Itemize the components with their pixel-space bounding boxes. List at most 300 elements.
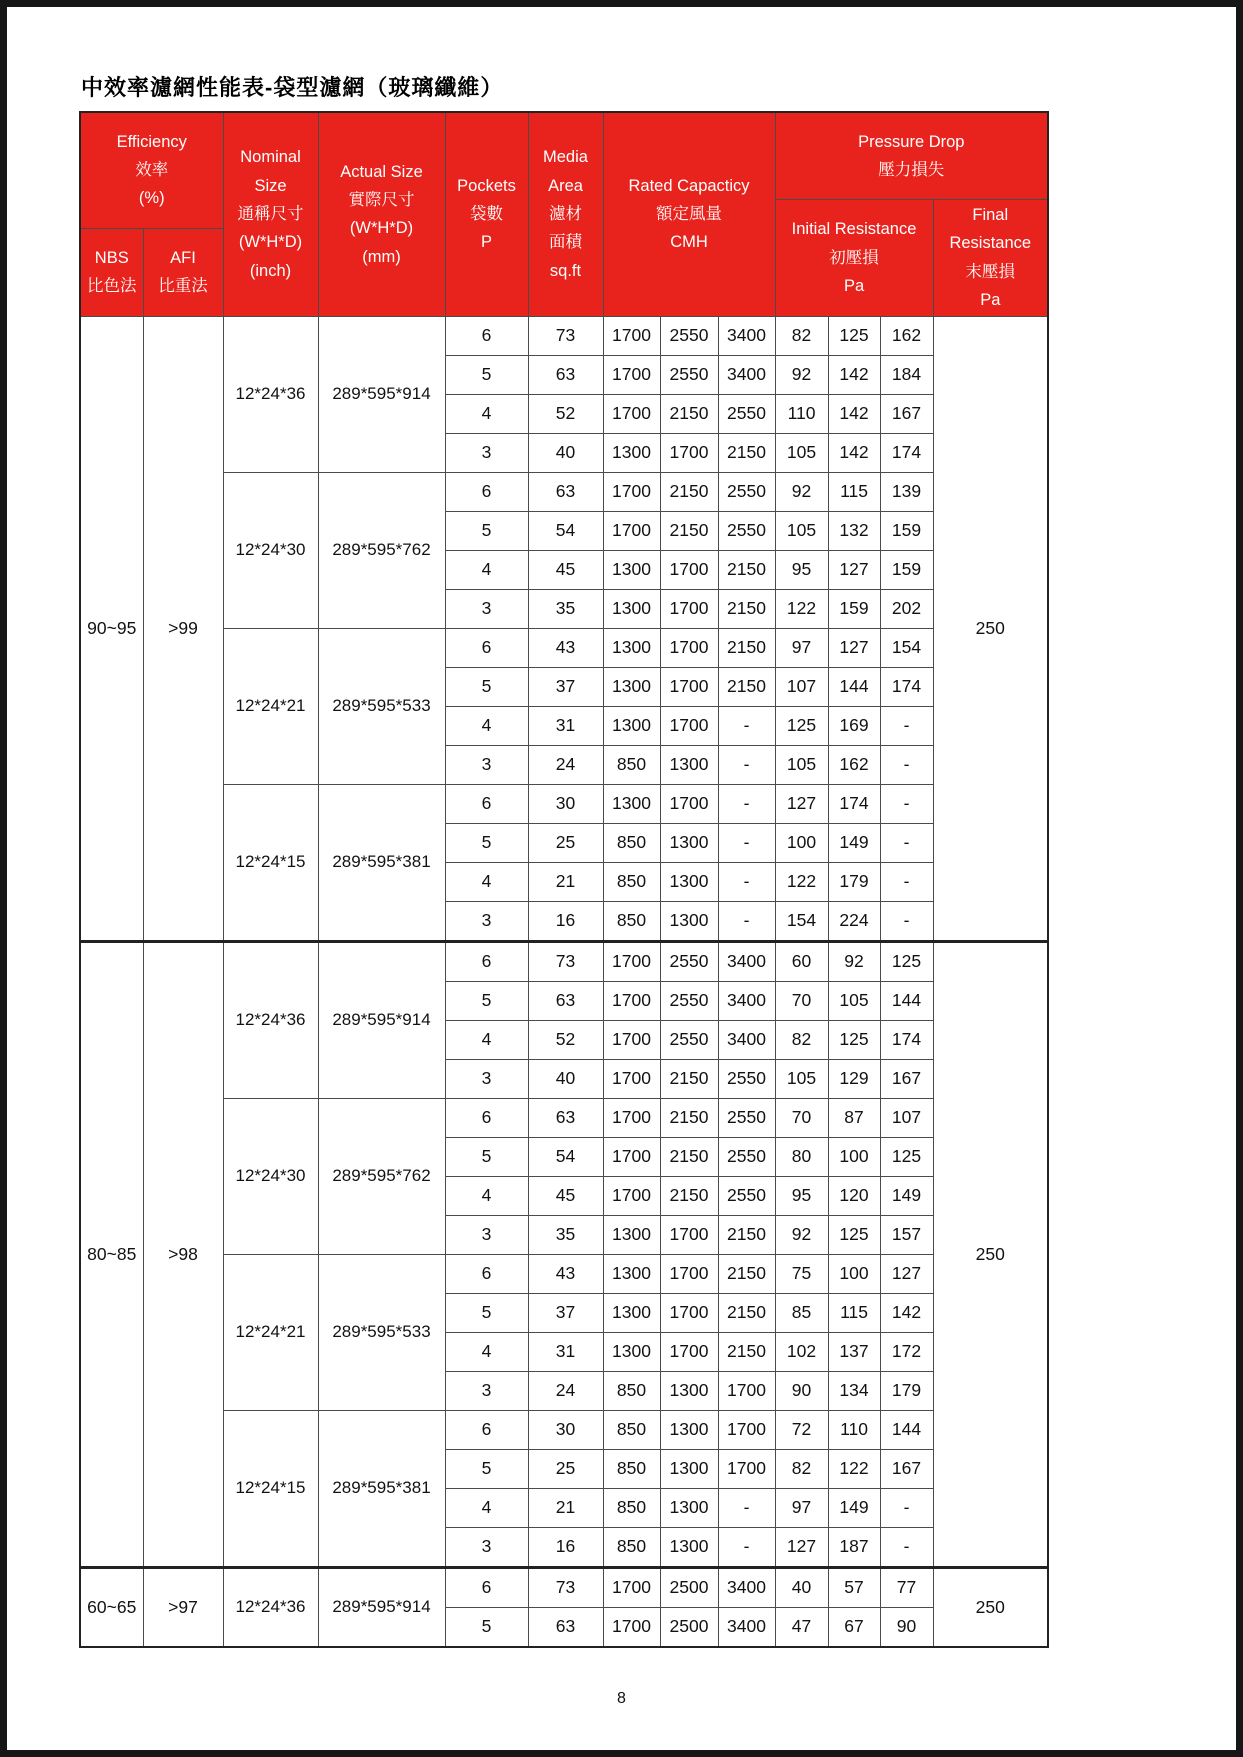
- initial-res-low-cell: 95: [775, 1176, 828, 1215]
- media-area-cell: 54: [528, 511, 603, 550]
- cmh-high-cell: 2550: [718, 394, 775, 433]
- media-area-cell: 63: [528, 981, 603, 1020]
- initial-res-mid-cell: 125: [828, 316, 880, 355]
- cmh-low-cell: 1700: [603, 1567, 660, 1607]
- cmh-high-cell: -: [718, 784, 775, 823]
- initial-res-mid-cell: 100: [828, 1137, 880, 1176]
- initial-res-high-cell: 167: [880, 1059, 933, 1098]
- cmh-low-cell: 850: [603, 1527, 660, 1567]
- initial-res-low-cell: 70: [775, 981, 828, 1020]
- actual-size-cell: 289*595*914: [318, 316, 445, 472]
- media-area-cell: 73: [528, 941, 603, 981]
- table-row: [80, 1254, 1048, 1293]
- cmh-mid-cell: 2500: [660, 1607, 718, 1647]
- header-initial-resistance: Initial Resistance 初壓損 Pa: [775, 200, 933, 317]
- media-area-cell: 31: [528, 1332, 603, 1371]
- cmh-mid-cell: 1300: [660, 745, 718, 784]
- cmh-high-cell: 3400: [718, 1020, 775, 1059]
- pockets-cell: 4: [445, 1488, 528, 1527]
- initial-res-low-cell: 122: [775, 862, 828, 901]
- cmh-mid-cell: 1300: [660, 823, 718, 862]
- initial-res-mid-cell: 144: [828, 667, 880, 706]
- pockets-cell: 6: [445, 784, 528, 823]
- initial-res-mid-cell: 57: [828, 1567, 880, 1607]
- efficiency-nbs-cell: 90~95: [80, 316, 143, 941]
- cmh-mid-cell: 2550: [660, 941, 718, 981]
- header-afi: AFI 比重法: [143, 228, 223, 316]
- cmh-high-cell: 2150: [718, 628, 775, 667]
- pockets-cell: 3: [445, 745, 528, 784]
- pockets-cell: 4: [445, 706, 528, 745]
- cmh-mid-cell: 1700: [660, 706, 718, 745]
- initial-res-high-cell: 154: [880, 628, 933, 667]
- cmh-high-cell: 2550: [718, 472, 775, 511]
- media-area-cell: 37: [528, 1293, 603, 1332]
- final-resistance-cell: 250: [933, 1567, 1048, 1647]
- pockets-cell: 6: [445, 472, 528, 511]
- initial-res-low-cell: 82: [775, 1449, 828, 1488]
- cmh-mid-cell: 1700: [660, 1332, 718, 1371]
- initial-res-mid-cell: 105: [828, 981, 880, 1020]
- cmh-low-cell: 1700: [603, 1607, 660, 1647]
- cmh-high-cell: 2150: [718, 667, 775, 706]
- initial-res-low-cell: 82: [775, 316, 828, 355]
- pockets-cell: 3: [445, 433, 528, 472]
- nominal-size-cell: 12*24*15: [223, 784, 318, 941]
- initial-res-high-cell: 159: [880, 550, 933, 589]
- pockets-cell: 4: [445, 394, 528, 433]
- initial-res-low-cell: 82: [775, 1020, 828, 1059]
- cmh-mid-cell: 2150: [660, 472, 718, 511]
- nominal-size-cell: 12*24*21: [223, 628, 318, 784]
- final-resistance-cell: 250: [933, 941, 1048, 1567]
- cmh-mid-cell: 1700: [660, 1254, 718, 1293]
- initial-res-low-cell: 127: [775, 784, 828, 823]
- cmh-low-cell: 1700: [603, 394, 660, 433]
- media-area-cell: 45: [528, 1176, 603, 1215]
- initial-res-low-cell: 60: [775, 941, 828, 981]
- pockets-cell: 6: [445, 316, 528, 355]
- table-row: [80, 784, 1048, 823]
- final-resistance-cell: 250: [933, 316, 1048, 941]
- table-row: [80, 628, 1048, 667]
- cmh-low-cell: 850: [603, 901, 660, 941]
- initial-res-mid-cell: 149: [828, 823, 880, 862]
- cmh-high-cell: 2150: [718, 1215, 775, 1254]
- table-row: [80, 316, 1048, 355]
- cmh-mid-cell: 2150: [660, 1137, 718, 1176]
- table-row: [80, 472, 1048, 511]
- initial-res-high-cell: 139: [880, 472, 933, 511]
- media-area-cell: 21: [528, 862, 603, 901]
- pockets-cell: 3: [445, 901, 528, 941]
- cmh-high-cell: 3400: [718, 1567, 775, 1607]
- header-pockets: Pockets 袋數 P: [445, 112, 528, 316]
- cmh-low-cell: 1700: [603, 1137, 660, 1176]
- pockets-cell: 5: [445, 1607, 528, 1647]
- initial-res-high-cell: -: [880, 784, 933, 823]
- initial-res-high-cell: -: [880, 1488, 933, 1527]
- initial-res-mid-cell: 125: [828, 1215, 880, 1254]
- media-area-cell: 24: [528, 1371, 603, 1410]
- cmh-low-cell: 1700: [603, 316, 660, 355]
- cmh-high-cell: 2550: [718, 1059, 775, 1098]
- initial-res-low-cell: 90: [775, 1371, 828, 1410]
- media-area-cell: 25: [528, 1449, 603, 1488]
- header-actual-size: Actual Size 實際尺寸 (W*H*D) (mm): [318, 112, 445, 316]
- media-area-cell: 16: [528, 901, 603, 941]
- pockets-cell: 4: [445, 1332, 528, 1371]
- initial-res-high-cell: 125: [880, 1137, 933, 1176]
- initial-res-high-cell: 179: [880, 1371, 933, 1410]
- media-area-cell: 54: [528, 1137, 603, 1176]
- cmh-mid-cell: 2500: [660, 1567, 718, 1607]
- cmh-high-cell: 2550: [718, 1098, 775, 1137]
- initial-res-mid-cell: 137: [828, 1332, 880, 1371]
- cmh-high-cell: -: [718, 901, 775, 941]
- initial-res-high-cell: -: [880, 901, 933, 941]
- pockets-cell: 5: [445, 1449, 528, 1488]
- cmh-high-cell: -: [718, 1488, 775, 1527]
- initial-res-mid-cell: 110: [828, 1410, 880, 1449]
- initial-res-low-cell: 97: [775, 628, 828, 667]
- header-pressure-drop: Pressure Drop 壓力損失: [775, 112, 1048, 200]
- cmh-low-cell: 1300: [603, 589, 660, 628]
- initial-res-low-cell: 40: [775, 1567, 828, 1607]
- media-area-cell: 52: [528, 1020, 603, 1059]
- initial-res-low-cell: 105: [775, 745, 828, 784]
- cmh-high-cell: 1700: [718, 1371, 775, 1410]
- pockets-cell: 6: [445, 1567, 528, 1607]
- pockets-cell: 4: [445, 862, 528, 901]
- cmh-high-cell: 1700: [718, 1449, 775, 1488]
- initial-res-low-cell: 95: [775, 550, 828, 589]
- initial-res-mid-cell: 127: [828, 550, 880, 589]
- cmh-high-cell: 1700: [718, 1410, 775, 1449]
- header-media-area: Media Area 濾材 面積 sq.ft: [528, 112, 603, 316]
- cmh-high-cell: -: [718, 862, 775, 901]
- pockets-cell: 4: [445, 1020, 528, 1059]
- cmh-high-cell: 2550: [718, 1176, 775, 1215]
- table-row: [80, 1567, 1048, 1607]
- cmh-low-cell: 1300: [603, 1293, 660, 1332]
- media-area-cell: 45: [528, 550, 603, 589]
- cmh-mid-cell: 1300: [660, 1488, 718, 1527]
- cmh-low-cell: 850: [603, 1371, 660, 1410]
- media-area-cell: 63: [528, 355, 603, 394]
- initial-res-high-cell: 144: [880, 1410, 933, 1449]
- cmh-high-cell: 3400: [718, 981, 775, 1020]
- cmh-low-cell: 1700: [603, 511, 660, 550]
- pockets-cell: 6: [445, 1098, 528, 1137]
- initial-res-high-cell: 90: [880, 1607, 933, 1647]
- initial-res-mid-cell: 92: [828, 941, 880, 981]
- cmh-mid-cell: 2550: [660, 1020, 718, 1059]
- header-final-resistance: Final Resistance 末壓損 Pa: [933, 200, 1048, 317]
- header-rated-capacity: Rated Capacticy 額定風量 CMH: [603, 112, 775, 316]
- cmh-mid-cell: 1300: [660, 1527, 718, 1567]
- initial-res-high-cell: 77: [880, 1567, 933, 1607]
- initial-res-low-cell: 72: [775, 1410, 828, 1449]
- pockets-cell: 3: [445, 1527, 528, 1567]
- pockets-cell: 5: [445, 355, 528, 394]
- media-area-cell: 43: [528, 1254, 603, 1293]
- table-row: [80, 941, 1048, 981]
- cmh-low-cell: 1700: [603, 1176, 660, 1215]
- initial-res-mid-cell: 134: [828, 1371, 880, 1410]
- pockets-cell: 5: [445, 981, 528, 1020]
- cmh-low-cell: 1300: [603, 1215, 660, 1254]
- initial-res-high-cell: 107: [880, 1098, 933, 1137]
- initial-res-mid-cell: 67: [828, 1607, 880, 1647]
- initial-res-high-cell: 149: [880, 1176, 933, 1215]
- cmh-low-cell: 1300: [603, 1254, 660, 1293]
- initial-res-mid-cell: 125: [828, 1020, 880, 1059]
- efficiency-afi-cell: >97: [143, 1567, 223, 1647]
- table-row: [80, 1098, 1048, 1137]
- media-area-cell: 16: [528, 1527, 603, 1567]
- cmh-mid-cell: 1700: [660, 589, 718, 628]
- table-row: [80, 1410, 1048, 1449]
- cmh-mid-cell: 1300: [660, 1410, 718, 1449]
- efficiency-afi-cell: >99: [143, 316, 223, 941]
- initial-res-high-cell: 184: [880, 355, 933, 394]
- cmh-high-cell: 2550: [718, 511, 775, 550]
- cmh-high-cell: -: [718, 706, 775, 745]
- pockets-cell: 5: [445, 667, 528, 706]
- cmh-mid-cell: 2150: [660, 511, 718, 550]
- initial-res-high-cell: 142: [880, 1293, 933, 1332]
- cmh-high-cell: 2150: [718, 1254, 775, 1293]
- nominal-size-cell: 12*24*15: [223, 1410, 318, 1567]
- cmh-low-cell: 1300: [603, 550, 660, 589]
- initial-res-mid-cell: 149: [828, 1488, 880, 1527]
- actual-size-cell: 289*595*533: [318, 1254, 445, 1410]
- media-area-cell: 35: [528, 589, 603, 628]
- initial-res-high-cell: 174: [880, 667, 933, 706]
- initial-res-high-cell: 167: [880, 1449, 933, 1488]
- page-content: [7, 7, 1236, 1648]
- cmh-mid-cell: 2550: [660, 355, 718, 394]
- cmh-high-cell: -: [718, 745, 775, 784]
- media-area-cell: 73: [528, 316, 603, 355]
- cmh-high-cell: 3400: [718, 941, 775, 981]
- nominal-size-cell: 12*24*36: [223, 1567, 318, 1647]
- pockets-cell: 6: [445, 628, 528, 667]
- cmh-mid-cell: 1700: [660, 628, 718, 667]
- header-nbs: NBS 比色法: [80, 228, 143, 316]
- initial-res-low-cell: 100: [775, 823, 828, 862]
- cmh-mid-cell: 2150: [660, 1059, 718, 1098]
- media-area-cell: 21: [528, 1488, 603, 1527]
- actual-size-cell: 289*595*762: [318, 1098, 445, 1254]
- cmh-mid-cell: 2550: [660, 981, 718, 1020]
- cmh-low-cell: 850: [603, 1410, 660, 1449]
- initial-res-low-cell: 122: [775, 589, 828, 628]
- pockets-cell: 4: [445, 550, 528, 589]
- initial-res-mid-cell: 87: [828, 1098, 880, 1137]
- initial-res-high-cell: -: [880, 706, 933, 745]
- media-area-cell: 63: [528, 472, 603, 511]
- cmh-high-cell: 2150: [718, 589, 775, 628]
- initial-res-high-cell: -: [880, 823, 933, 862]
- cmh-mid-cell: 1300: [660, 901, 718, 941]
- initial-res-high-cell: -: [880, 862, 933, 901]
- cmh-high-cell: 3400: [718, 355, 775, 394]
- pockets-cell: 4: [445, 1176, 528, 1215]
- initial-res-mid-cell: 187: [828, 1527, 880, 1567]
- cmh-mid-cell: 2150: [660, 394, 718, 433]
- initial-res-high-cell: 172: [880, 1332, 933, 1371]
- filter-performance-table: [79, 111, 1049, 1648]
- cmh-mid-cell: 1300: [660, 862, 718, 901]
- initial-res-mid-cell: 142: [828, 433, 880, 472]
- initial-res-high-cell: 167: [880, 394, 933, 433]
- pockets-cell: 5: [445, 1137, 528, 1176]
- pockets-cell: 3: [445, 1215, 528, 1254]
- initial-res-low-cell: 105: [775, 433, 828, 472]
- actual-size-cell: 289*595*914: [318, 1567, 445, 1647]
- media-area-cell: 37: [528, 667, 603, 706]
- initial-res-high-cell: 157: [880, 1215, 933, 1254]
- actual-size-cell: 289*595*533: [318, 628, 445, 784]
- nominal-size-cell: 12*24*36: [223, 316, 318, 472]
- cmh-mid-cell: 1700: [660, 433, 718, 472]
- cmh-low-cell: 1700: [603, 1020, 660, 1059]
- pockets-cell: 6: [445, 1254, 528, 1293]
- media-area-cell: 73: [528, 1567, 603, 1607]
- cmh-mid-cell: 1300: [660, 1449, 718, 1488]
- initial-res-high-cell: -: [880, 1527, 933, 1567]
- cmh-high-cell: 2550: [718, 1137, 775, 1176]
- initial-res-high-cell: 202: [880, 589, 933, 628]
- media-area-cell: 24: [528, 745, 603, 784]
- cmh-high-cell: 2150: [718, 1332, 775, 1371]
- initial-res-high-cell: 144: [880, 981, 933, 1020]
- cmh-low-cell: 1300: [603, 784, 660, 823]
- initial-res-mid-cell: 127: [828, 628, 880, 667]
- initial-res-low-cell: 92: [775, 355, 828, 394]
- initial-res-mid-cell: 142: [828, 394, 880, 433]
- initial-res-mid-cell: 224: [828, 901, 880, 941]
- initial-res-mid-cell: 115: [828, 1293, 880, 1332]
- media-area-cell: 52: [528, 394, 603, 433]
- table-body: [80, 316, 1048, 1647]
- initial-res-low-cell: 154: [775, 901, 828, 941]
- efficiency-nbs-cell: 80~85: [80, 941, 143, 1567]
- cmh-low-cell: 1300: [603, 628, 660, 667]
- page-number: 8: [617, 1690, 626, 1707]
- media-area-cell: 43: [528, 628, 603, 667]
- initial-res-low-cell: 92: [775, 472, 828, 511]
- cmh-low-cell: 1700: [603, 472, 660, 511]
- initial-res-high-cell: 159: [880, 511, 933, 550]
- initial-res-mid-cell: 100: [828, 1254, 880, 1293]
- media-area-cell: 40: [528, 433, 603, 472]
- initial-res-low-cell: 107: [775, 667, 828, 706]
- header-nominal-size: Nominal Size 通稱尺寸 (W*H*D) (inch): [223, 112, 318, 316]
- initial-res-mid-cell: 129: [828, 1059, 880, 1098]
- cmh-low-cell: 1700: [603, 1059, 660, 1098]
- cmh-low-cell: 850: [603, 1449, 660, 1488]
- cmh-high-cell: -: [718, 1527, 775, 1567]
- initial-res-mid-cell: 174: [828, 784, 880, 823]
- page-title: 中效率濾網性能表-袋型濾網（玻璃纖維）: [81, 75, 504, 100]
- initial-res-low-cell: 105: [775, 511, 828, 550]
- pockets-cell: 3: [445, 589, 528, 628]
- initial-res-low-cell: 85: [775, 1293, 828, 1332]
- initial-res-mid-cell: 169: [828, 706, 880, 745]
- cmh-low-cell: 850: [603, 1488, 660, 1527]
- cmh-low-cell: 1300: [603, 667, 660, 706]
- cmh-mid-cell: 1300: [660, 1371, 718, 1410]
- initial-res-high-cell: 127: [880, 1254, 933, 1293]
- nominal-size-cell: 12*24*30: [223, 1098, 318, 1254]
- media-area-cell: 40: [528, 1059, 603, 1098]
- initial-res-low-cell: 97: [775, 1488, 828, 1527]
- cmh-low-cell: 1700: [603, 1098, 660, 1137]
- media-area-cell: 30: [528, 1410, 603, 1449]
- cmh-high-cell: 2150: [718, 550, 775, 589]
- initial-res-low-cell: 47: [775, 1607, 828, 1647]
- cmh-low-cell: 1700: [603, 981, 660, 1020]
- cmh-mid-cell: 2550: [660, 316, 718, 355]
- cmh-mid-cell: 2150: [660, 1098, 718, 1137]
- initial-res-mid-cell: 179: [828, 862, 880, 901]
- actual-size-cell: 289*595*381: [318, 784, 445, 941]
- cmh-low-cell: 1700: [603, 355, 660, 394]
- cmh-low-cell: 850: [603, 745, 660, 784]
- cmh-high-cell: -: [718, 823, 775, 862]
- initial-res-mid-cell: 120: [828, 1176, 880, 1215]
- initial-res-mid-cell: 142: [828, 355, 880, 394]
- initial-res-low-cell: 80: [775, 1137, 828, 1176]
- pockets-cell: 3: [445, 1371, 528, 1410]
- pockets-cell: 6: [445, 941, 528, 981]
- initial-res-high-cell: 125: [880, 941, 933, 981]
- nominal-size-cell: 12*24*21: [223, 1254, 318, 1410]
- actual-size-cell: 289*595*762: [318, 472, 445, 628]
- initial-res-low-cell: 75: [775, 1254, 828, 1293]
- cmh-high-cell: 2150: [718, 433, 775, 472]
- media-area-cell: 35: [528, 1215, 603, 1254]
- table-header: [80, 112, 1048, 316]
- cmh-mid-cell: 1700: [660, 1293, 718, 1332]
- initial-res-high-cell: -: [880, 745, 933, 784]
- initial-res-high-cell: 174: [880, 433, 933, 472]
- nominal-size-cell: 12*24*36: [223, 941, 318, 1098]
- cmh-high-cell: 3400: [718, 316, 775, 355]
- media-area-cell: 63: [528, 1098, 603, 1137]
- cmh-low-cell: 1300: [603, 1332, 660, 1371]
- initial-res-mid-cell: 132: [828, 511, 880, 550]
- pockets-cell: 5: [445, 823, 528, 862]
- cmh-high-cell: 2150: [718, 1293, 775, 1332]
- media-area-cell: 30: [528, 784, 603, 823]
- initial-res-mid-cell: 122: [828, 1449, 880, 1488]
- cmh-mid-cell: 1700: [660, 550, 718, 589]
- cmh-low-cell: 1300: [603, 706, 660, 745]
- initial-res-mid-cell: 162: [828, 745, 880, 784]
- media-area-cell: 63: [528, 1607, 603, 1647]
- cmh-mid-cell: 1700: [660, 1215, 718, 1254]
- initial-res-high-cell: 174: [880, 1020, 933, 1059]
- cmh-mid-cell: 1700: [660, 667, 718, 706]
- efficiency-nbs-cell: 60~65: [80, 1567, 143, 1647]
- pockets-cell: 5: [445, 1293, 528, 1332]
- initial-res-low-cell: 110: [775, 394, 828, 433]
- initial-res-low-cell: 70: [775, 1098, 828, 1137]
